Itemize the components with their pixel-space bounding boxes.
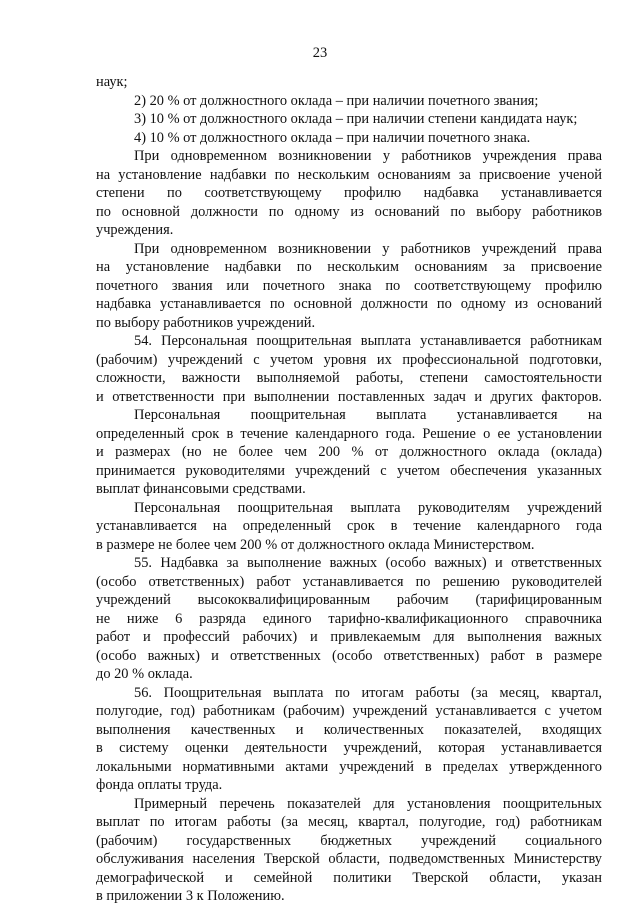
text-line: демографической и семейной политики Тверской области, указан	[96, 869, 602, 886]
text-line: 4) 10 % от должностного оклада – при наличии почетного знака.	[134, 129, 531, 146]
text-line: определенный срок в течение календарного года. Решение о ее установлении	[96, 425, 602, 442]
text-line: (рабочим) учреждений с учетом уровня их профессиональной подготовки,	[96, 351, 602, 368]
text-line: почетного звания или почетного знака по соответствующему профилю	[96, 277, 602, 294]
text-line: устанавливается на определенный срок в течение календарного года	[96, 518, 602, 534]
text-line: 55. Надбавка за выполнение важных (особо важных) и ответственных	[134, 555, 602, 571]
text-line: выполнения качественных и количественных показателей, входящих	[96, 721, 602, 738]
text-line: степени по соответствующему профилю надбавка устанавливается	[96, 185, 602, 201]
text-line: и размерах (но не более чем 200 % от должностного оклада (оклада)	[96, 444, 602, 460]
text-line: на установление надбавки по нескольким основаниям за присвоение ученой	[96, 166, 602, 183]
text-line: надбавка устанавливается по основной должности по одному из оснований	[96, 296, 602, 312]
text-line: наук;	[96, 74, 128, 90]
text-line: в приложении 3 к Положению.	[96, 888, 285, 904]
text-line: до 20 % оклада.	[96, 666, 193, 682]
text-line: (особо ответственных) работ устанавливается по решению руководителей	[96, 573, 602, 590]
text-line: (рабочим) государственных бюджетных учреждений социального	[96, 832, 602, 849]
text-line: выплат финансовыми средствами.	[96, 481, 306, 497]
text-line: сложности, важности выполняемой работы, степени самостоятельности	[96, 370, 602, 386]
text-line: При одновременном возникновении у работников учреждения права	[134, 148, 602, 164]
text-line: фонда оплаты труда.	[96, 777, 223, 793]
body-text	[96, 73, 602, 906]
text-line: 54. Персональная поощрительная выплата устанавливается работникам	[134, 333, 602, 349]
text-line: в систему оценки деятельности учреждений, которая устанавливается	[96, 740, 602, 756]
text-line: на установление надбавки по нескольким основаниям за присвоение	[96, 259, 602, 275]
text-line: учреждения.	[96, 222, 174, 238]
text-line: Примерный перечень показателей для установления поощрительных	[134, 795, 602, 812]
text-line: выплат по итогам работы (за месяц, квартал, полугодие, год) работникам	[96, 814, 602, 830]
text-line: Персональная поощрительная выплата руководителям учреждений	[134, 499, 602, 516]
text-line: обслуживания населения Тверской области, подведомственных Министерству	[96, 851, 602, 867]
text-line: работ и профессий рабочих) и привлекаемым для выполнения важных	[96, 629, 602, 645]
text-line: 2) 20 % от должностного оклада – при наличии почетного звания;	[134, 92, 539, 109]
text-line: принимается руководителями учреждений с учетом обеспечения указанных	[96, 462, 602, 479]
text-line: по основной должности по одному из оснований по выбору работников	[96, 203, 602, 220]
page-number: 23	[312, 45, 328, 61]
text-line: 56. Поощрительная выплата по итогам работы (за месяц, квартал,	[134, 684, 602, 701]
text-line: При одновременном возникновении у работников учреждений права	[134, 240, 602, 257]
text-line: полугодие, год) работникам (рабочим) учреждений устанавливается с учетом	[96, 703, 602, 719]
text-line: (особо важных) и ответственных (особо ответственных) работ в размере	[96, 647, 602, 664]
text-line: 3) 10 % от должностного оклада – при наличии степени кандидата наук;	[134, 111, 578, 127]
text-line: учреждений высококвалифицированным рабочим (тарифицированным	[96, 592, 602, 608]
text-line: Персональная поощрительная выплата устанавливается на	[134, 407, 602, 423]
text-line: по выбору работников учреждений.	[96, 314, 316, 331]
text-line: локальными нормативными актами учреждений в пределах утвержденного	[96, 758, 602, 775]
text-line: в размере не более чем 200 % от должностного оклада Министерством.	[96, 536, 535, 553]
text-line: и ответственности при выполнении поставленных задач и других факторов.	[96, 388, 602, 405]
text-line: не ниже 6 разряда единого тарифно-квалификационного справочника	[96, 610, 602, 627]
